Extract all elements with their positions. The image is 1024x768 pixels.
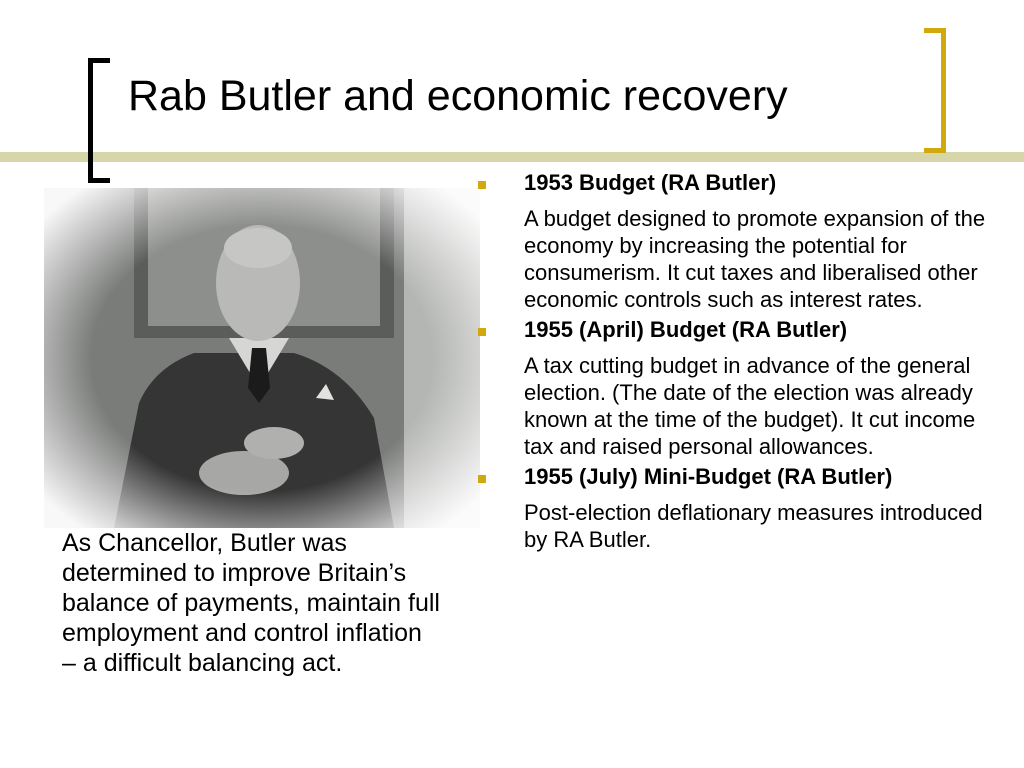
portrait-photo bbox=[44, 188, 480, 528]
list-item bbox=[474, 317, 994, 460]
photo-caption: As Chancellor, Butler was determined to improve Britain’s balance of payments, maintain full employment and control inflation – a difficult balancing act. bbox=[62, 529, 440, 677]
square-bullet-icon bbox=[478, 181, 486, 189]
bullet-heading: 1953 Budget (RA Butler) bbox=[524, 170, 777, 195]
square-bullet-icon bbox=[478, 475, 486, 483]
bullet-heading: 1955 (July) Mini-Budget (RA Butler) bbox=[524, 464, 893, 489]
bullet-heading: 1955 (April) Budget (RA Butler) bbox=[524, 317, 848, 342]
bullet-body: A tax cutting budget in advance of the general election. (The date of the election was already known at the time of the budget). It cut income tax and raised personal allowances. bbox=[524, 353, 976, 459]
square-bullet-icon bbox=[478, 328, 486, 336]
right-bracket-decoration bbox=[924, 28, 946, 153]
list-item bbox=[474, 170, 994, 313]
budget-bullet-list bbox=[474, 168, 994, 557]
bullet-body: A budget designed to promote expansion of the economy by increasing the potential for consumerism. It cut taxes and liberalised other economic controls such as interest rates. bbox=[524, 206, 986, 312]
left-bracket-decoration bbox=[88, 58, 110, 183]
bullet-body: Post-election deflationary measures introduced by RA Butler. bbox=[524, 500, 983, 552]
portrait-photo-illustration bbox=[44, 188, 480, 528]
list-item bbox=[474, 464, 994, 553]
header-accent-line bbox=[0, 152, 1024, 162]
slide-title: Rab Butler and economic recovery bbox=[128, 72, 788, 120]
